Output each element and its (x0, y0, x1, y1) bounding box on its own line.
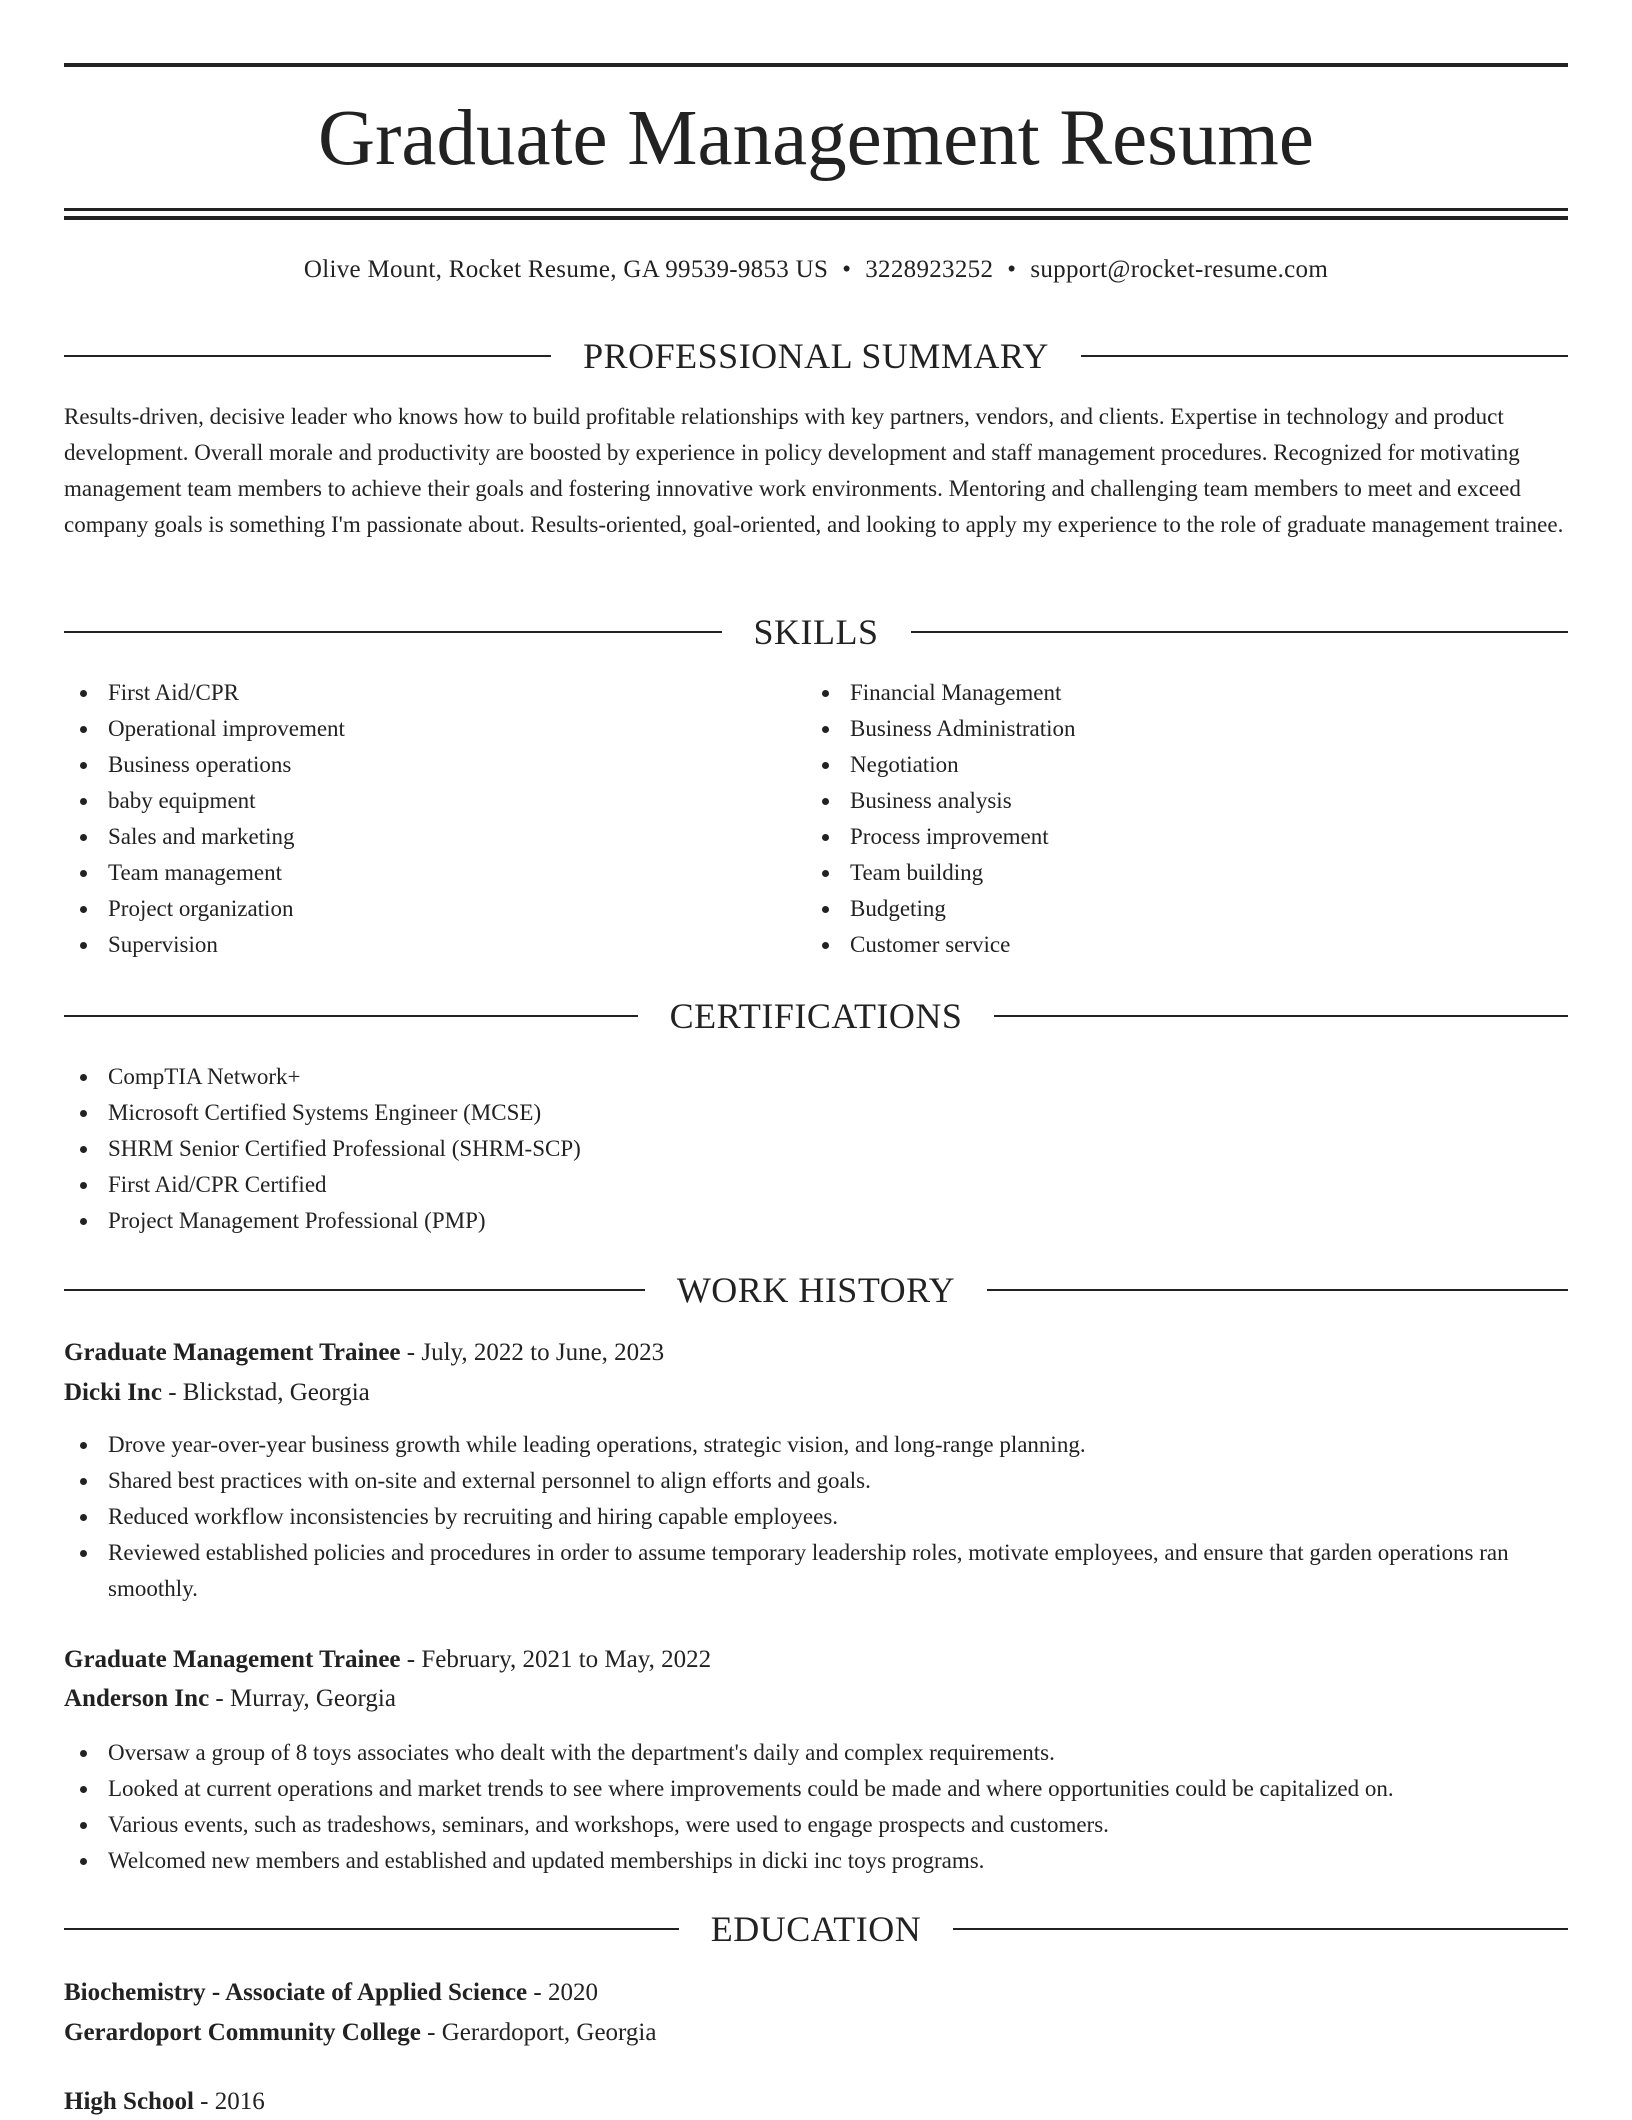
skill-item: Customer service (806, 927, 1526, 963)
job-bullets (64, 1735, 1568, 1879)
education-degree-line (64, 2084, 1568, 2120)
job-company-line (64, 1681, 1568, 1717)
education-school-line (64, 2015, 1568, 2051)
certifications-heading-label: CERTIFICATIONS (669, 996, 963, 1036)
certification-item: SHRM Senior Certified Professional (SHRM-SCP) (64, 1131, 1568, 1167)
job-title: Graduate Management Trainee (64, 1339, 401, 1366)
summary-text: Results-driven, decisive leader who knows how to build profitable relationships with key partners, vendors, and clients. Expertise in technology and product development. Overall morale and productivity are boosted by experience in policy development and staff management procedures. Recognized for motivating management team members to achieve their goals and fostering innovative work environments. Mentoring and challenging team members to meet and exceed company goals is something I'm passionate about. Results-oriented, goal-oriented, and looking to apply my experience to the role of graduate management trainee. (64, 404, 1564, 537)
job-bullet: Various events, such as tradeshows, seminars, and workshops, were used to engage prospects and customers. (64, 1807, 1568, 1843)
contact-separator: • (842, 256, 852, 283)
skill-item: Team building (806, 855, 1526, 891)
contact-email: support@rocket-resume.com (1030, 256, 1329, 283)
heading-rule (1081, 355, 1568, 357)
skill-item: Process improvement (806, 819, 1526, 855)
job-dates: - July, 2022 to June, 2023 (406, 1339, 665, 1366)
header-bottom-rule (64, 208, 1568, 211)
job-company-line (64, 1375, 1568, 1411)
job-bullets (64, 1427, 1568, 1607)
heading-rule (994, 1015, 1568, 1017)
job-bullet: Reviewed established policies and procedures in order to assume temporary leadership roles, motivate employees, and ensure that garden operations ran smoothly. (64, 1535, 1548, 1607)
skill-item: Operational improvement (64, 711, 784, 747)
education-heading (64, 1904, 1568, 1954)
job-bullet: Looked at current operations and market trends to see where improvements could be made and where opportunities could be capitalized on. (64, 1771, 1568, 1807)
job-title-line (64, 1335, 1568, 1371)
certification-item: CompTIA Network+ (64, 1059, 1568, 1095)
summary-heading (64, 331, 1568, 381)
summary-heading-label: PROFESSIONAL SUMMARY (583, 336, 1049, 376)
work-history-heading-label: WORK HISTORY (676, 1270, 956, 1310)
education-heading-label: EDUCATION (710, 1909, 922, 1949)
job-bullet: Welcomed new members and established and updated memberships in dicki inc toys programs. (64, 1843, 1568, 1879)
heading-rule (64, 631, 722, 633)
education-location: - Gerardoport, Georgia (427, 2019, 657, 2046)
job-bullet: Oversaw a group of 8 toys associates who dealt with the department's daily and complex requirements. (64, 1735, 1568, 1771)
skill-item: Project organization (64, 891, 784, 927)
contact-phone: 3228923252 (865, 256, 994, 283)
resume-title: Graduate Management Resume (318, 95, 1314, 182)
heading-rule (64, 1289, 645, 1291)
heading-rule (64, 355, 551, 357)
job-location: - Blickstad, Georgia (168, 1379, 370, 1406)
skill-item: First Aid/CPR (64, 675, 784, 711)
skill-item: Sales and marketing (64, 819, 784, 855)
heading-rule (64, 1015, 638, 1017)
job-title-line (64, 1642, 1568, 1678)
contact-separator: • (1007, 256, 1017, 283)
certification-item: First Aid/CPR Certified (64, 1167, 1568, 1203)
skills-heading-label: SKILLS (753, 612, 879, 652)
skill-item: Financial Management (806, 675, 1526, 711)
header-top-rule (64, 63, 1568, 67)
certification-item: Project Management Professional (PMP) (64, 1203, 1568, 1239)
skills-left-column (64, 675, 784, 963)
heading-rule (911, 631, 1569, 633)
certifications-heading (64, 991, 1568, 1041)
education-degree-line (64, 1975, 1568, 2011)
skill-item: Business analysis (806, 783, 1526, 819)
contact-address: Olive Mount, Rocket Resume, GA 99539-9853 US (303, 256, 829, 283)
education-degree: Biochemistry - Associate of Applied Science (64, 1979, 528, 2006)
skill-item: Negotiation (806, 747, 1526, 783)
education-year: - 2020 (533, 1979, 598, 2006)
contact-line (64, 253, 1568, 287)
education-school: Gerardoport Community College (64, 2019, 421, 2046)
skill-item: Supervision (64, 927, 784, 963)
job-company: Anderson Inc (64, 1685, 210, 1712)
heading-rule (64, 1928, 679, 1930)
job-dates: - February, 2021 to May, 2022 (406, 1646, 712, 1673)
header-bottom-rule-2 (64, 216, 1568, 220)
skill-item: Business operations (64, 747, 784, 783)
skill-item: baby equipment (64, 783, 784, 819)
certification-item: Microsoft Certified Systems Engineer (MCSE) (64, 1095, 1568, 1131)
job-bullet: Shared best practices with on-site and external personnel to align efforts and goals. (64, 1463, 1568, 1499)
education-year: - 2016 (200, 2088, 265, 2115)
heading-rule (953, 1928, 1568, 1930)
education-degree: High School (64, 2088, 194, 2115)
skill-item: Team management (64, 855, 784, 891)
skills-right-column (806, 675, 1526, 963)
work-history-heading (64, 1265, 1568, 1315)
job-bullet: Reduced workflow inconsistencies by recruiting and hiring capable employees. (64, 1499, 1568, 1535)
skills-heading (64, 607, 1568, 657)
certifications-list (64, 1059, 1568, 1239)
skill-item: Budgeting (806, 891, 1526, 927)
job-company: Dicki Inc (64, 1379, 162, 1406)
job-title: Graduate Management Trainee (64, 1646, 401, 1673)
skill-item: Business Administration (806, 711, 1526, 747)
job-location: - Murray, Georgia (215, 1685, 396, 1712)
heading-rule (987, 1289, 1568, 1291)
job-bullet: Drove year-over-year business growth while leading operations, strategic vision, and long-range planning. (64, 1427, 1568, 1463)
